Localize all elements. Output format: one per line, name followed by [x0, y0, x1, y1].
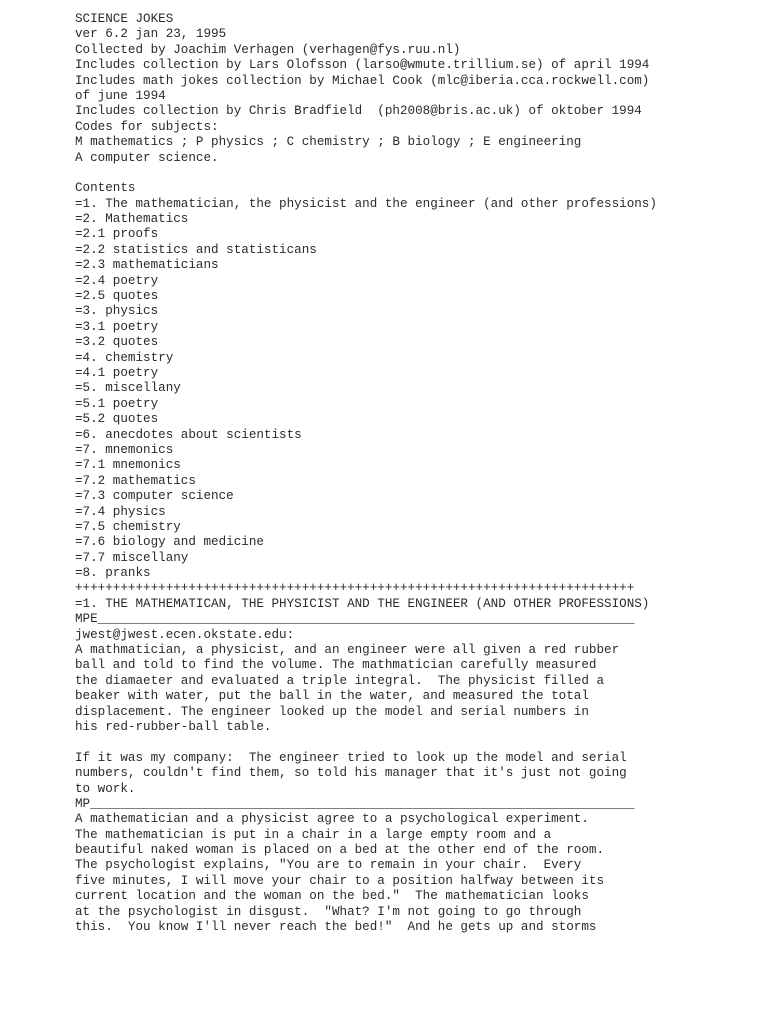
text-line: =3. physics — [75, 304, 159, 319]
blank-line — [75, 735, 755, 750]
text-line: at the psychologist in disgust. "What? I'm not going to go through — [75, 904, 582, 919]
text-line: =4. chemistry — [75, 350, 174, 365]
text-line: the diamaeter and evaluated a triple integral. The physicist filled a — [75, 673, 605, 688]
text-line: Includes collection by Chris Bradfield (ph2008@bris.ac.uk) of oktober 1994 — [75, 104, 642, 119]
text-line: beautiful naked woman is placed on a bed at the other end of the room. — [75, 843, 605, 858]
text-line: ball and told to find the volume. The mathmatician carefully measured — [75, 658, 597, 673]
text-line: =7.5 chemistry — [75, 519, 181, 534]
text-line: A mathmatician, a physicist, and an engineer were all given a red rubber — [75, 643, 620, 658]
text-line: =1. THE MATHEMATICAN, THE PHYSICIST AND THE ENGINEER (AND OTHER PROFESSIONS) — [75, 596, 650, 611]
text-line: A mathematician and a physicist agree to a psychological experiment. — [75, 812, 589, 827]
text-line: =6. anecdotes about scientists — [75, 427, 302, 442]
text-line: =7.3 computer science — [75, 489, 234, 504]
text-line: A computer science. — [75, 150, 219, 165]
text-line: MP________________________________________________________________________ — [75, 796, 635, 811]
text-line: =2.1 proofs — [75, 227, 159, 242]
text-line: current location and the woman on the bed." The mathematician looks — [75, 889, 589, 904]
text-line: MPE_______________________________________________________________________ — [75, 612, 635, 627]
text-line: five minutes, I will move your chair to a position halfway between its — [75, 873, 605, 888]
text-line: =7.7 miscellany — [75, 550, 189, 565]
document-text — [75, 12, 755, 935]
text-line: =8. pranks — [75, 566, 151, 581]
text-line: =7. mnemonics — [75, 442, 174, 457]
text-line: Includes collection by Lars Olofsson (larso@wmute.trillium.se) of april 1994 — [75, 58, 650, 73]
text-line: =5.2 quotes — [75, 412, 159, 427]
text-line: SCIENCE JOKES — [75, 12, 174, 26]
text-line: =2.2 statistics and statisticans — [75, 242, 317, 257]
text-line: ver 6.2 jan 23, 1995 — [75, 27, 227, 42]
text-line: beaker with water, put the ball in the water, and measured the total — [75, 689, 589, 704]
text-line: of june 1994 — [75, 88, 166, 103]
text-line: to work. — [75, 781, 136, 796]
text-line: =3.1 poetry — [75, 319, 159, 334]
text-line: If it was my company: The engineer tried to look up the model and serial — [75, 750, 627, 765]
text-line: Collected by Joachim Verhagen (verhagen@fys.ruu.nl) — [75, 42, 461, 57]
text-line: ++++++++++++++++++++++++++++++++++++++++++++++++++++++++++++++++++++++++++ — [75, 581, 635, 596]
text-line: =7.1 mnemonics — [75, 458, 181, 473]
text-line: =2.4 poetry — [75, 273, 159, 288]
text-line: his red-rubber-ball table. — [75, 719, 272, 734]
text-line: =7.4 physics — [75, 504, 166, 519]
text-line: M mathematics ; P physics ; C chemistry ; B biology ; E engineering — [75, 135, 582, 150]
text-line: =5. miscellany — [75, 381, 181, 396]
text-line: =5.1 poetry — [75, 396, 159, 411]
text-line: =1. The mathematician, the physicist and the engineer (and other professions) — [75, 196, 657, 211]
text-line: numbers, couldn't find them, so told his manager that it's just not going — [75, 766, 627, 781]
text-line: The mathematician is put in a chair in a large empty room and a — [75, 827, 552, 842]
text-line: =7.6 biology and medicine — [75, 535, 264, 550]
text-line: =4.1 poetry — [75, 365, 159, 380]
text-line: Contents — [75, 181, 136, 196]
blank-line — [75, 166, 755, 181]
text-line: The psychologist explains, "You are to remain in your chair. Every — [75, 858, 582, 873]
text-line: =2. Mathematics — [75, 212, 189, 227]
text-line: displacement. The engineer looked up the model and serial numbers in — [75, 704, 589, 719]
text-line: =2.3 mathematicians — [75, 258, 219, 273]
text-line: Codes for subjects: — [75, 119, 219, 134]
text-line: jwest@jwest.ecen.okstate.edu: — [75, 627, 295, 642]
text-line: this. You know I'll never reach the bed!" And he gets up and storms — [75, 920, 597, 935]
text-line: =3.2 quotes — [75, 335, 159, 350]
text-line: =7.2 mathematics — [75, 473, 196, 488]
text-line: Includes math jokes collection by Michael Cook (mlc@iberia.cca.rockwell.com) — [75, 73, 650, 88]
text-line: =2.5 quotes — [75, 289, 159, 304]
